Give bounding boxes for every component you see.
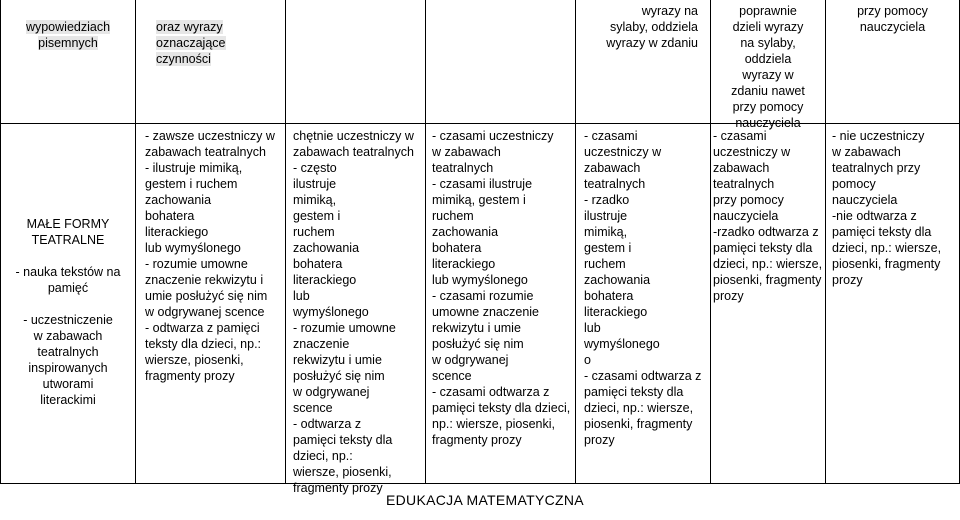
column-divider [710,0,711,484]
section-heading: EDUKACJA MATEMATYCZNA [386,492,584,508]
column-divider [285,0,286,484]
grade-cell-2: - czasami uczestniczy w zabawach teatralnych przy pomocy nauczyciela -rzadko odtwarza z pamięci teksty dla dzieci, np.: wiersze, piosenki, fragmenty prozy [713,129,823,303]
grade-cell-6: - zawsze uczestniczy w zabawach teatralnych - ilustruje mimiką, gestem i ruchem zachowania bohatera literackiego lub wymyślonego - rozumie umowne znaczenie rekwizytu i umie posłużyć się nim w odgrywanej scence - odtwarza z pamięci teksty dla dzieci, np.: wiersze, piosenki, fragmenty prozy [145,129,275,383]
top-cell-2 [156,3,282,67]
topic-cell: MAŁE FORMY TEATRALNE - nauka tekstów na pamięć - uczestniczenie w zabawach teatralnych inspirowanych utworami literackimi [15,217,121,407]
column-divider [135,0,136,484]
top-cell-5: wyrazy na sylaby, oddziela wyrazy w zdaniu [606,4,698,50]
top-cell-1 [4,3,132,51]
column-divider [425,0,426,484]
column-divider [825,0,826,484]
top-cell-7: przy pomocy nauczyciela [857,4,928,34]
top-cell-2-text: oraz wyrazy oznaczające czynności [156,20,226,66]
row-divider [0,483,960,484]
top-cell-1-text: wypowiedziach pisemnych [25,20,111,50]
column-divider [575,0,576,484]
grade-cell-3: - czasami uczestniczy w zabawach teatralnych - rzadko ilustruje mimiką, gestem i ruchem zachowania bohatera literackiego lub wymyślonego o - czasami odtwarza z pamięci teksty dla dzieci, np.: wiersze, piosenki, fragmenty prozy [584,129,702,447]
table-border-left [0,0,1,484]
grade-cell-5: chętnie uczestniczy w zabawach teatralnych - często ilustruje mimiką, gestem i ruchem zachowania bohatera literackiego lub wymyślonego - rozumie umowne znaczenie rekwizytu i umie posłużyć się nim w odgrywanej scence - odtwarza z pamięci teksty dla dzieci, np.: wiersze, piosenki, fragmenty prozy [293,129,414,495]
grade-cell-1: - nie uczestniczy w zabawach teatralnych przy pomocy nauczyciela -nie odtwarza z pamięci teksty dla dzieci, np.: wiersze, piosenki, fragmenty prozy [832,129,942,287]
top-cell-6: poprawnie dzieli wyrazy na sylaby, oddziela wyrazy w zdaniu nawet przy pomocy nauczyciela [731,4,805,130]
grade-cell-4: - czasami uczestniczy w zabawach teatralnych - czasami ilustruje mimiką, gestem i ruchem zachowania bohatera literackiego lub wymyślonego - czasami rozumie umowne znaczenie rekwizytu i umie posłużyć się nim w odgrywanej scence - czasami odtwarza z pamięci teksty dla dzieci, np.: wiersze, piosenki, fragmenty prozy [432,129,571,447]
